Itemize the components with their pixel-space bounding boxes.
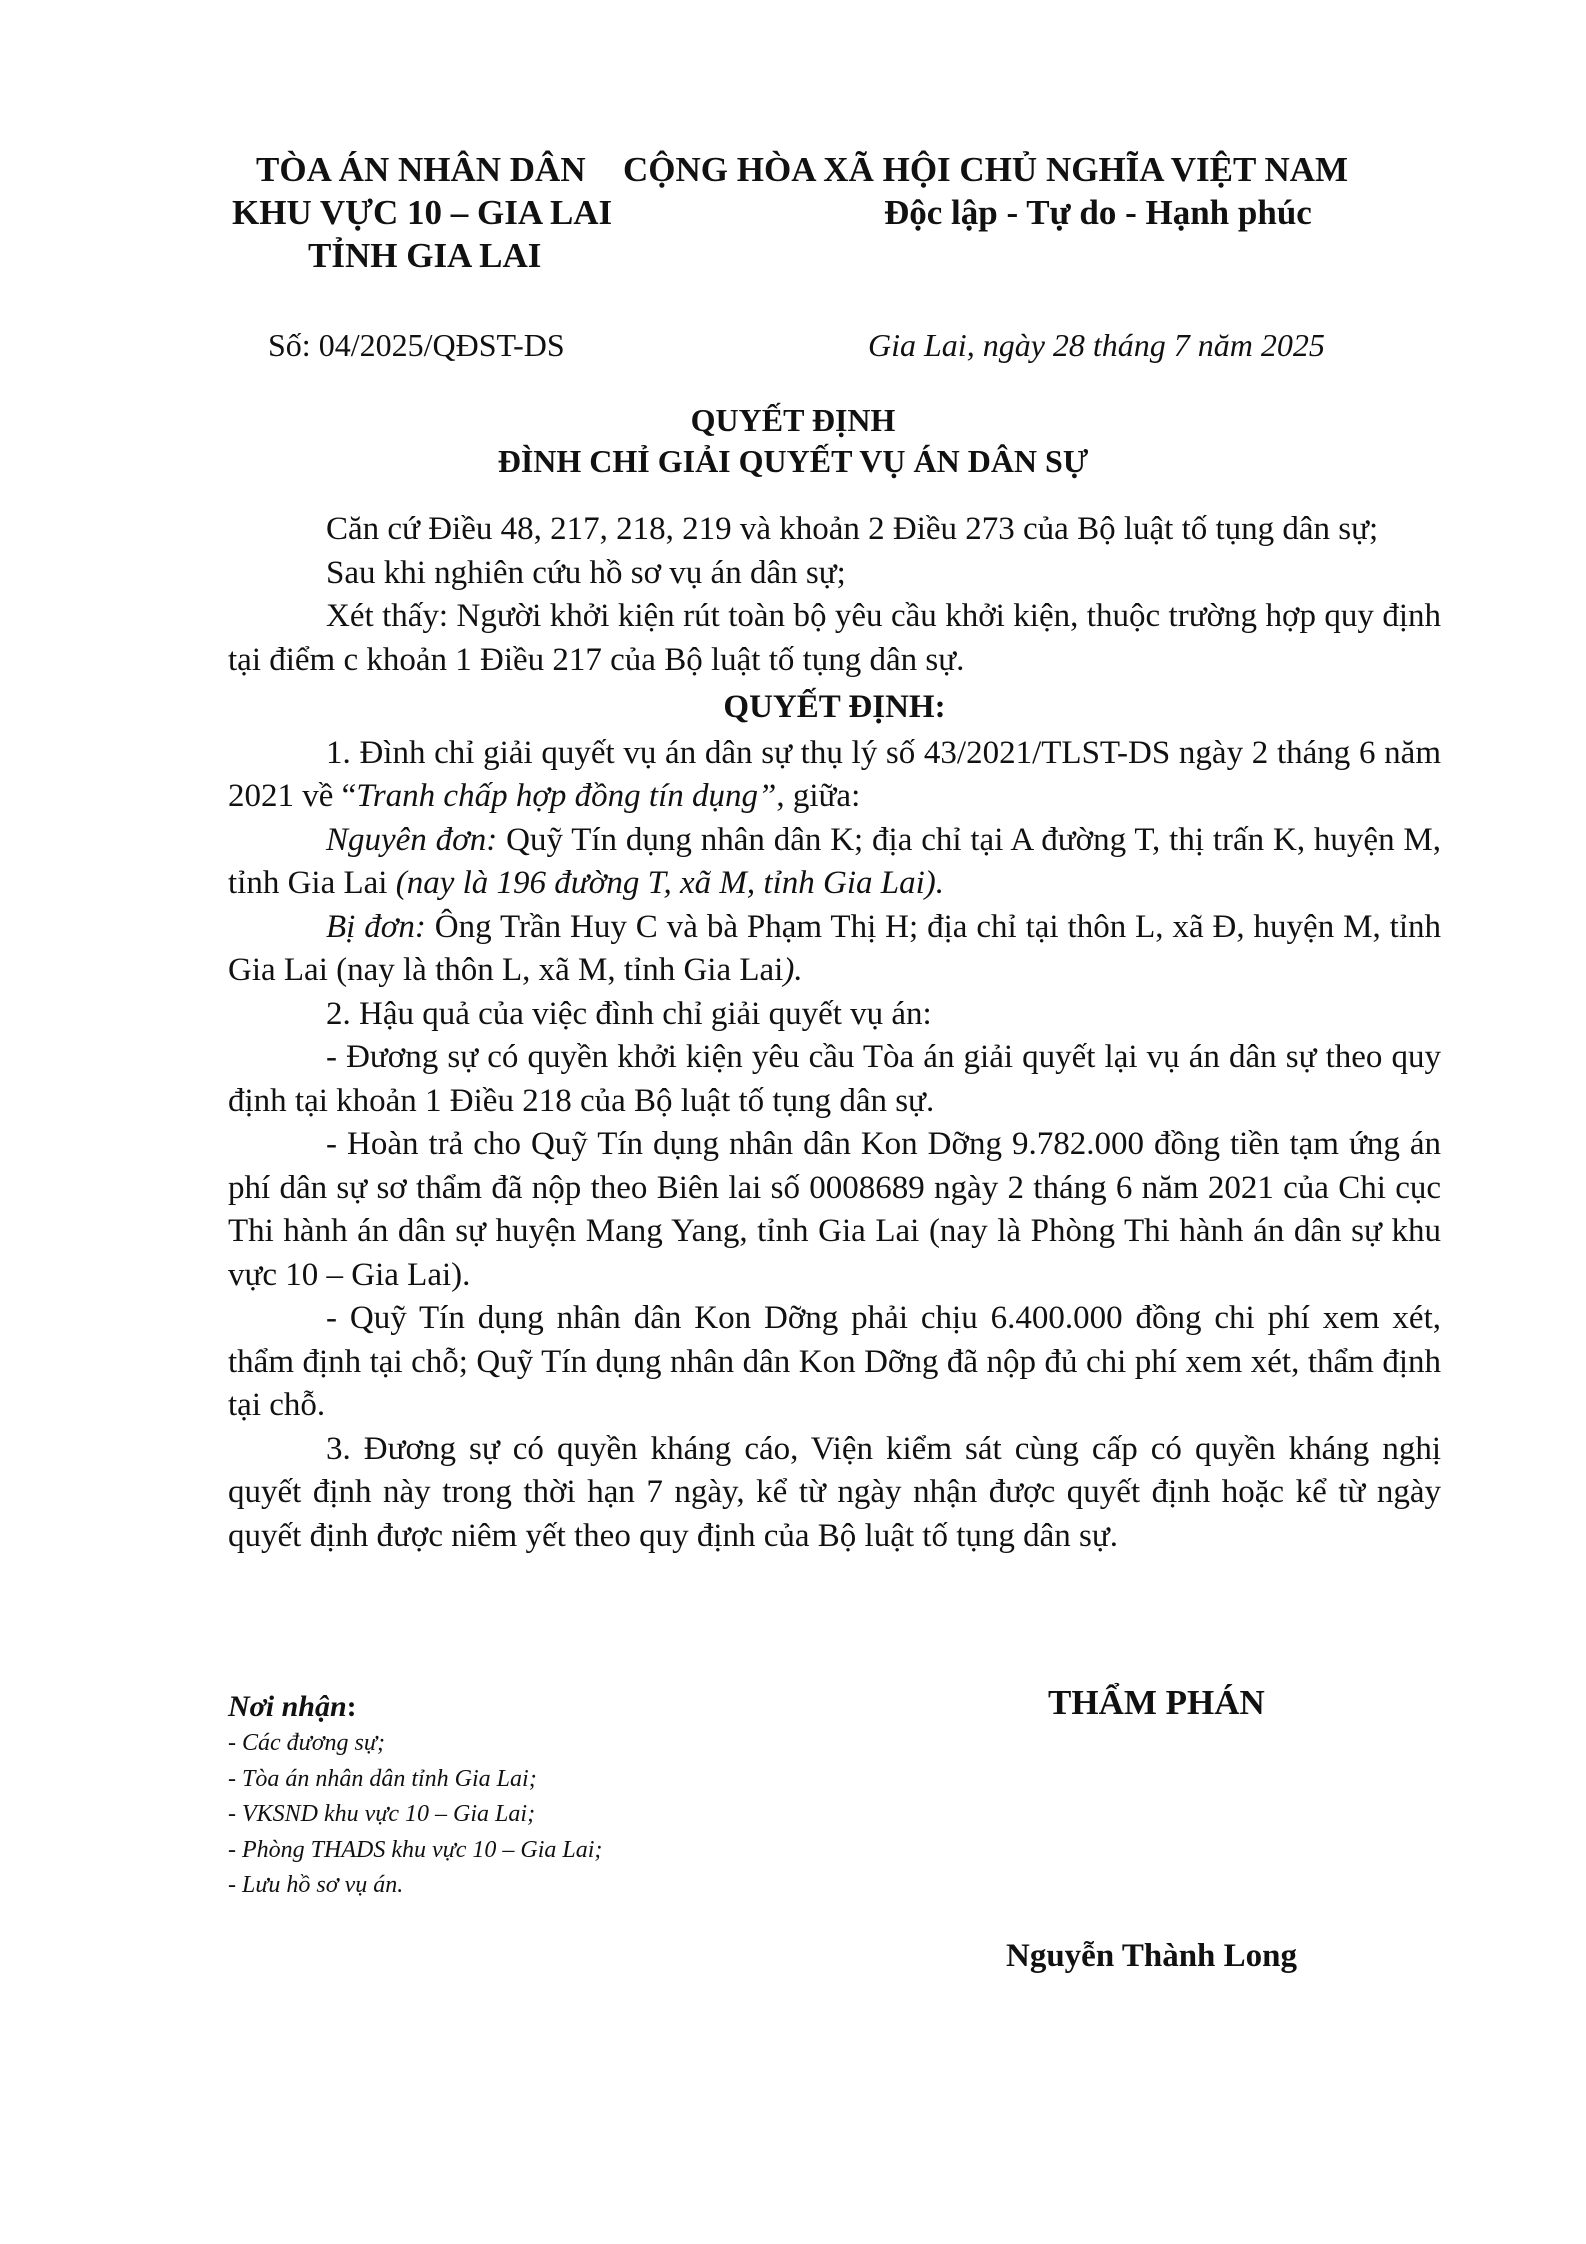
recipient-item: - VKSND khu vực 10 – Gia Lai; (228, 1801, 536, 1827)
recipient-item: - Phòng THADS khu vực 10 – Gia Lai; (228, 1836, 603, 1863)
legal-basis: Căn cứ Điều 48, 217, 218, 219 và khoản 2 Điều 273 của Bộ luật tố tụng dân sự; (326, 511, 1379, 547)
court-name-line1: TÒA ÁN NHÂN DÂN (256, 150, 586, 189)
plaintiff-text: Quỹ Tín dụng nhân dân K; địa chỉ tại A đường T, thị trấn K, huyện M, tỉnh Gia Lai (228, 821, 1442, 901)
decision-item-3: 3. Đương sự có quyền kháng cáo, Viện kiểm sát cùng cấp có quyền kháng nghị quyết định này trong thời hạn 7 ngày, kể từ ngày nhận được quyết định hoặc kể từ ngày quyết định được niêm yết theo quy định của Bộ luật tố tụng dân sự. (228, 1430, 1441, 1554)
court-name-line3: TỈNH GIA LAI (308, 236, 542, 275)
defendant-end: ). (783, 952, 803, 988)
recipient-item: - Tòa án nhân dân tỉnh Gia Lai; (228, 1765, 537, 1792)
recipient-item: - Lưu hồ sơ vụ án. (228, 1872, 404, 1898)
findings: Xét thấy: Người khởi kiện rút toàn bộ yêu cầu khởi kiện, thuộc trường hợp quy định tại điểm c khoản 1 Điều 217 của Bộ luật tố tụng dân sự. (228, 598, 1441, 678)
consequence-b: - Hoàn trả cho Quỹ Tín dụng nhân dân Kon Dỡng 9.782.000 đồng tiền tạm ứng án phí dân sự sơ thẩm đã nộp theo Biên lai số 0008689 ngày 2 tháng 6 năm 2021 của Chi cục Thi hành án dân sự huyện Mang Yang, tỉnh Gia Lai (nay là Phòng Thi hành án dân sự khu vực 10 – Gia Lai). (228, 1126, 1441, 1293)
plaintiff-label: Nguyên đơn: (326, 821, 498, 858)
court-name-line2: KHU VỰC 10 – GIA LAI (232, 193, 613, 232)
document-title: QUYẾT ĐỊNH (690, 402, 896, 438)
consequence-c: - Quỹ Tín dụng nhân dân Kon Dỡng phải chịu 6.400.000 đồng chi phí xem xét, thẩm định tại chỗ; Quỹ Tín dụng nhân dân Kon Dỡng đã nộp đủ chi phí xem xét, thẩm định tại chỗ. (228, 1300, 1441, 1423)
recipients-block (228, 1688, 602, 1904)
plaintiff-new-address: (nay là 196 đường T, xã M, tỉnh Gia Lai). (395, 865, 945, 901)
item1-tail: , giữa: (776, 778, 861, 814)
recipient-item: - Các đương sự; (228, 1730, 385, 1756)
place-date: Gia Lai, ngày 28 tháng 7 năm 2025 (868, 327, 1325, 363)
plaintiff-info (228, 819, 1441, 906)
nation-title: CỘNG HÒA XÃ HỘI CHỦ NGHĨA VIỆT NAM (623, 150, 1349, 189)
defendant-label: Bị đơn: (326, 908, 426, 945)
defendant-info (228, 906, 1441, 993)
recipients-list (228, 1726, 602, 1904)
defendant-text: Ông Trần Huy C và bà Phạm Thị H; địa chỉ tại thôn L, xã Đ, huyện M, tỉnh Gia Lai (nay là thôn L, xã M, tỉnh Gia Lai (228, 908, 1441, 988)
document-subtitle: ĐÌNH CHỈ GIẢI QUYẾT VỤ ÁN DÂN SỰ (497, 443, 1089, 479)
decision-item-1 (228, 732, 1441, 819)
review-statement: Sau khi nghiên cứu hồ sơ vụ án dân sự; (326, 554, 846, 591)
document-body (228, 508, 1441, 1558)
item1-text: 1. Đình chỉ giải quyết vụ án dân sự thụ lý số 43/2021/TLST-DS ngày 2 tháng 6 năm 2021 về “ (228, 734, 1441, 814)
dispute-type: Tranh chấp hợp đồng tín dụng” (356, 778, 777, 814)
signer-title: THẨM PHÁN (1048, 1683, 1265, 1722)
document-number: Số: 04/2025/QĐST-DS (268, 327, 565, 363)
signer-name: Nguyễn Thành Long (1006, 1938, 1298, 1974)
decision-item-2: 2. Hậu quả của việc đình chỉ giải quyết vụ án: (326, 995, 932, 1032)
recipients-heading: Nơi nhận: (228, 1690, 357, 1723)
consequence-a: - Đương sự có quyền khởi kiện yêu cầu Tòa án giải quyết lại vụ án dân sự theo quy định tại khoản 1 Điều 218 của Bộ luật tố tụng dân sự. (228, 1039, 1441, 1119)
decision-heading: QUYẾT ĐỊNH: (723, 689, 946, 725)
national-motto: Độc lập - Tự do - Hạnh phúc (884, 193, 1312, 232)
